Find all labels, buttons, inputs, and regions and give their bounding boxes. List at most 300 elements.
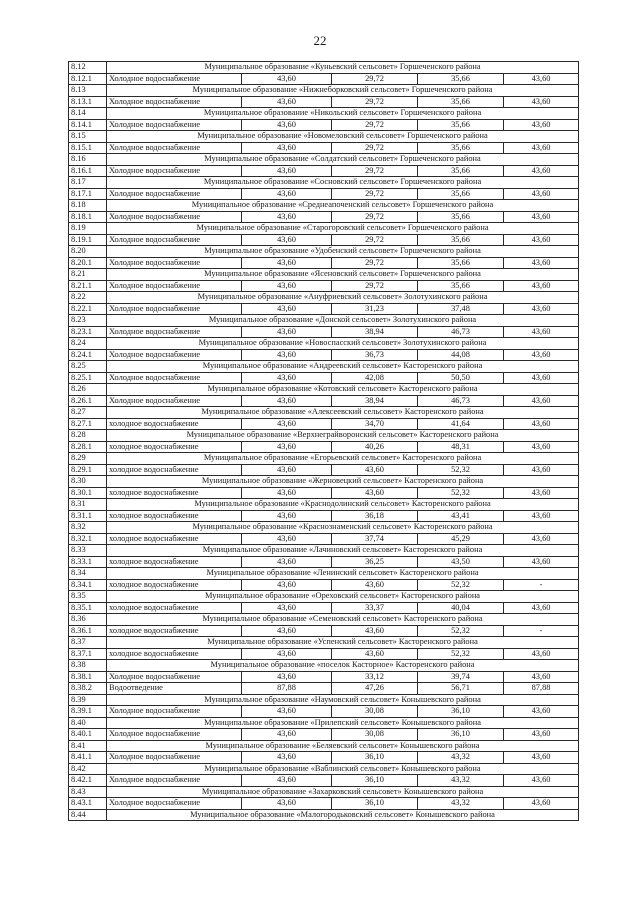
service-name: Холодное водоснабжение [107, 326, 242, 338]
service-name: Холодное водоснабжение [107, 671, 242, 683]
service-name: Холодное водоснабжение [107, 73, 242, 85]
tariff-value-3: 43,41 [418, 510, 504, 522]
row-number: 8.19 [69, 223, 107, 235]
municipality-header-row [69, 637, 579, 649]
tariff-value-3: 46,73 [418, 326, 504, 338]
municipality-name: Муниципальное образование «Донской сельсовет» Золотухинского района [107, 315, 579, 327]
tariff-value-3: 56,71 [418, 683, 504, 695]
municipality-header-row [69, 786, 579, 798]
municipality-header-row [69, 763, 579, 775]
service-name: Водоотведение [107, 683, 242, 695]
municipality-name: Муниципальное образование «Алексеевский сельсовет» Касторенского района [107, 407, 579, 419]
row-number: 8.25 [69, 361, 107, 373]
service-name: Холодное водоснабжение [107, 303, 242, 315]
tariff-value-2: 36,10 [332, 798, 418, 810]
tariff-row [69, 257, 579, 269]
tariff-value-2: 33,12 [332, 671, 418, 683]
tariff-value-2: 30,08 [332, 729, 418, 741]
row-number: 8.30.1 [69, 487, 107, 499]
row-number: 8.17.1 [69, 188, 107, 200]
row-number: 8.14.1 [69, 119, 107, 131]
row-number: 8.18 [69, 200, 107, 212]
service-name: холодное водоснабжение [107, 418, 242, 430]
tariff-value-4: 43,60 [504, 441, 579, 453]
row-number: 8.17 [69, 177, 107, 189]
municipality-header-row [69, 223, 579, 235]
municipality-header-row [69, 384, 579, 396]
municipality-header-row [69, 200, 579, 212]
tariff-value-4: 43,60 [504, 533, 579, 545]
tariff-value-1: 43,60 [242, 280, 332, 292]
tariff-value-3: 36,10 [418, 729, 504, 741]
municipality-name: Муниципальное образование «Успенский сельсовет» Касторенского района [107, 637, 579, 649]
municipality-name: Муниципальное образование «Верхнеграйворонский сельсовет» Касторенского района [107, 430, 579, 442]
tariff-row [69, 395, 579, 407]
tariff-value-1: 43,60 [242, 579, 332, 591]
tariff-row [69, 556, 579, 568]
tariff-value-1: 43,60 [242, 326, 332, 338]
tariff-value-2: 38,94 [332, 326, 418, 338]
tariff-value-4: 43,60 [504, 706, 579, 718]
tariff-value-3: 35,66 [418, 96, 504, 108]
tariff-value-2: 29,72 [332, 188, 418, 200]
tariff-value-2: 43,60 [332, 648, 418, 660]
row-number: 8.12.1 [69, 73, 107, 85]
row-number: 8.39 [69, 694, 107, 706]
municipality-header-row [69, 476, 579, 488]
tariff-row [69, 326, 579, 338]
row-number: 8.38 [69, 660, 107, 672]
tariff-value-1: 43,60 [242, 729, 332, 741]
row-number: 8.29.1 [69, 464, 107, 476]
service-name: Холодное водоснабжение [107, 706, 242, 718]
municipality-name: Муниципальное образование «Малогородьковский сельсовет» Конышевского района [107, 809, 579, 821]
row-number: 8.20.1 [69, 257, 107, 269]
municipality-header-row [69, 717, 579, 729]
tariff-value-2: 29,72 [332, 165, 418, 177]
service-name: Холодное водоснабжение [107, 775, 242, 787]
row-number: 8.28.1 [69, 441, 107, 453]
municipality-header-row [69, 269, 579, 281]
row-number: 8.41.1 [69, 752, 107, 764]
row-number: 8.34 [69, 568, 107, 580]
row-number: 8.22 [69, 292, 107, 304]
service-name: Холодное водоснабжение [107, 165, 242, 177]
service-name: холодное водоснабжение [107, 533, 242, 545]
tariff-value-3: 43,32 [418, 798, 504, 810]
tariff-value-1: 43,60 [242, 188, 332, 200]
service-name: холодное водоснабжение [107, 510, 242, 522]
municipality-header-row [69, 660, 579, 672]
tariff-value-2: 29,72 [332, 234, 418, 246]
row-number: 8.15 [69, 131, 107, 143]
tariff-value-2: 36,18 [332, 510, 418, 522]
municipality-header-row [69, 740, 579, 752]
municipality-header-row [69, 292, 579, 304]
row-number: 8.16 [69, 154, 107, 166]
tariff-row [69, 683, 579, 695]
service-name: Холодное водоснабжение [107, 729, 242, 741]
tariff-row [69, 579, 579, 591]
municipality-header-row [69, 545, 579, 557]
tariff-value-2: 42,08 [332, 372, 418, 384]
tariff-value-3: 37,48 [418, 303, 504, 315]
municipality-name: Муниципальное образование «Среднеапоченский сельсовет» Горшеченского района [107, 200, 579, 212]
tariff-value-2: 29,72 [332, 96, 418, 108]
municipality-name: Муниципальное образование «Куньевский сельсовет» Горшеченского района [107, 62, 579, 74]
service-name: холодное водоснабжение [107, 556, 242, 568]
tariff-value-2: 34,70 [332, 418, 418, 430]
service-name: Холодное водоснабжение [107, 280, 242, 292]
row-number: 8.24.1 [69, 349, 107, 361]
tariff-value-2: 36,10 [332, 775, 418, 787]
tariff-row [69, 602, 579, 614]
row-number: 8.42 [69, 763, 107, 775]
municipality-name: Муниципальное образование «Ануфриевский сельсовет» Золотухинского района [107, 292, 579, 304]
row-number: 8.41 [69, 740, 107, 752]
tariff-table [68, 61, 579, 821]
municipality-name: Муниципальное образование «Ваблинский сельсовет» Конышевского района [107, 763, 579, 775]
tariff-row [69, 775, 579, 787]
municipality-name: Муниципальное образование «Новомеловский сельсовет» Горшеченского района [107, 131, 579, 143]
tariff-value-1: 43,60 [242, 752, 332, 764]
tariff-value-4: 43,60 [504, 142, 579, 154]
tariff-value-1: 43,60 [242, 487, 332, 499]
tariff-value-1: 43,60 [242, 671, 332, 683]
tariff-row [69, 234, 579, 246]
row-number: 8.14 [69, 108, 107, 120]
tariff-value-2: 30,08 [332, 706, 418, 718]
tariff-value-1: 43,60 [242, 798, 332, 810]
tariff-value-1: 43,60 [242, 510, 332, 522]
row-number: 8.32.1 [69, 533, 107, 545]
tariff-value-1: 43,60 [242, 533, 332, 545]
municipality-header-row [69, 591, 579, 603]
row-number: 8.38.1 [69, 671, 107, 683]
row-number: 8.28 [69, 430, 107, 442]
tariff-value-4: 43,60 [504, 326, 579, 338]
tariff-value-4: 87,88 [504, 683, 579, 695]
tariff-row [69, 211, 579, 223]
tariff-value-2: 40,26 [332, 441, 418, 453]
tariff-value-1: 43,60 [242, 464, 332, 476]
tariff-value-1: 43,60 [242, 648, 332, 660]
service-name: Холодное водоснабжение [107, 372, 242, 384]
tariff-value-1: 43,60 [242, 165, 332, 177]
row-number: 8.15.1 [69, 142, 107, 154]
tariff-table-body [69, 62, 579, 821]
service-name: Холодное водоснабжение [107, 96, 242, 108]
row-number: 8.19.1 [69, 234, 107, 246]
service-name: Холодное водоснабжение [107, 211, 242, 223]
tariff-value-2: 36,73 [332, 349, 418, 361]
tariff-value-2: 36,10 [332, 752, 418, 764]
row-number: 8.42.1 [69, 775, 107, 787]
municipality-name: Муниципальное образование «поселок Касторное» Касторенского района [107, 660, 579, 672]
tariff-value-4: 43,60 [504, 96, 579, 108]
service-name: Холодное водоснабжение [107, 395, 242, 407]
municipality-name: Муниципальное образование «Ясеновский сельсовет» Горшеченского района [107, 269, 579, 281]
municipality-name: Муниципальное образование «Солдатский сельсовет» Горшеченского района [107, 154, 579, 166]
row-number: 8.33.1 [69, 556, 107, 568]
municipality-header-row [69, 522, 579, 534]
municipality-header-row [69, 131, 579, 143]
row-number: 8.20 [69, 246, 107, 258]
tariff-value-2: 31,23 [332, 303, 418, 315]
tariff-value-3: 35,66 [418, 280, 504, 292]
tariff-value-3: 43,32 [418, 752, 504, 764]
municipality-header-row [69, 338, 579, 350]
tariff-row [69, 510, 579, 522]
tariff-value-4: 43,60 [504, 487, 579, 499]
municipality-name: Муниципальное образование «Котовский сельсовет» Касторенского района [107, 384, 579, 396]
tariff-value-3: 50,50 [418, 372, 504, 384]
tariff-value-2: 29,72 [332, 142, 418, 154]
row-number: 8.43 [69, 786, 107, 798]
row-number: 8.40.1 [69, 729, 107, 741]
municipality-header-row [69, 568, 579, 580]
municipality-name: Муниципальное образование «Лачиновский сельсовет» Касторенского района [107, 545, 579, 557]
tariff-row [69, 625, 579, 637]
tariff-value-3: 52,32 [418, 648, 504, 660]
tariff-value-4: 43,60 [504, 73, 579, 85]
tariff-row [69, 349, 579, 361]
row-number: 8.12 [69, 62, 107, 74]
municipality-header-row [69, 430, 579, 442]
tariff-value-3: 35,66 [418, 211, 504, 223]
municipality-name: Муниципальное образование «Сосновский сельсовет» Горшеченского района [107, 177, 579, 189]
municipality-header-row [69, 361, 579, 373]
tariff-row [69, 648, 579, 660]
row-number: 8.36.1 [69, 625, 107, 637]
tariff-value-1: 43,60 [242, 211, 332, 223]
tariff-value-2: 47,26 [332, 683, 418, 695]
row-number: 8.13 [69, 85, 107, 97]
row-number: 8.29 [69, 453, 107, 465]
service-name: Холодное водоснабжение [107, 119, 242, 131]
row-number: 8.18.1 [69, 211, 107, 223]
row-number: 8.25.1 [69, 372, 107, 384]
tariff-value-2: 29,72 [332, 73, 418, 85]
tariff-value-2: 37,74 [332, 533, 418, 545]
row-number: 8.16.1 [69, 165, 107, 177]
tariff-value-1: 43,60 [242, 234, 332, 246]
tariff-value-3: 35,66 [418, 257, 504, 269]
municipality-name: Муниципальное образование «Нижнеборковский сельсовет» Горшеченского района [107, 85, 579, 97]
tariff-value-1: 43,60 [242, 372, 332, 384]
tariff-row [69, 729, 579, 741]
tariff-value-4: 43,60 [504, 372, 579, 384]
tariff-row [69, 142, 579, 154]
row-number: 8.13.1 [69, 96, 107, 108]
municipality-header-row [69, 154, 579, 166]
tariff-value-3: 48,31 [418, 441, 504, 453]
municipality-header-row [69, 407, 579, 419]
row-number: 8.33 [69, 545, 107, 557]
municipality-name: Муниципальное образование «Наумовский сельсовет» Конышевского района [107, 694, 579, 706]
tariff-value-3: 52,32 [418, 579, 504, 591]
municipality-header-row [69, 62, 579, 74]
tariff-value-2: 38,94 [332, 395, 418, 407]
service-name: Холодное водоснабжение [107, 234, 242, 246]
row-number: 8.22.1 [69, 303, 107, 315]
municipality-header-row [69, 499, 579, 511]
municipality-name: Муниципальное образование «Удобенский сельсовет» Горшеченского района [107, 246, 579, 258]
service-name: холодное водоснабжение [107, 487, 242, 499]
tariff-value-4: 43,60 [504, 395, 579, 407]
tariff-value-1: 43,60 [242, 418, 332, 430]
tariff-row [69, 165, 579, 177]
tariff-value-4: 43,60 [504, 280, 579, 292]
row-number: 8.37.1 [69, 648, 107, 660]
tariff-row [69, 752, 579, 764]
row-number: 8.31 [69, 499, 107, 511]
tariff-value-1: 43,60 [242, 303, 332, 315]
row-number: 8.21.1 [69, 280, 107, 292]
municipality-header-row [69, 246, 579, 258]
tariff-value-3: 35,66 [418, 188, 504, 200]
tariff-row [69, 372, 579, 384]
municipality-name: Муниципальное образование «Ореховский сельсовет» Касторенского района [107, 591, 579, 603]
tariff-value-4: - [504, 579, 579, 591]
row-number: 8.35 [69, 591, 107, 603]
municipality-name: Муниципальное образование «Ленинский сельсовет» Касторенского района [107, 568, 579, 580]
tariff-value-1: 43,60 [242, 706, 332, 718]
tariff-value-1: 43,60 [242, 96, 332, 108]
tariff-value-4: 43,60 [504, 510, 579, 522]
tariff-value-2: 29,72 [332, 119, 418, 131]
service-name: холодное водоснабжение [107, 579, 242, 591]
tariff-value-2: 43,60 [332, 579, 418, 591]
tariff-value-1: 43,60 [242, 775, 332, 787]
municipality-header-row [69, 614, 579, 626]
municipality-name: Муниципальное образование «Захарковский сельсовет» Конышевского района [107, 786, 579, 798]
row-number: 8.38.2 [69, 683, 107, 695]
municipality-name: Муниципальное образование «Новоспасский сельсовет» Золотухинского района [107, 338, 579, 350]
service-name: холодное водоснабжение [107, 602, 242, 614]
tariff-row [69, 533, 579, 545]
row-number: 8.24 [69, 338, 107, 350]
page-number: 22 [313, 33, 327, 48]
service-name: Холодное водоснабжение [107, 188, 242, 200]
tariff-value-3: 35,66 [418, 119, 504, 131]
tariff-value-1: 43,60 [242, 395, 332, 407]
row-number: 8.27.1 [69, 418, 107, 430]
service-name: Холодное водоснабжение [107, 257, 242, 269]
service-name: холодное водоснабжение [107, 625, 242, 637]
tariff-row [69, 671, 579, 683]
row-number: 8.32 [69, 522, 107, 534]
tariff-row [69, 303, 579, 315]
row-number: 8.43.1 [69, 798, 107, 810]
tariff-value-4: 43,60 [504, 119, 579, 131]
row-number: 8.26 [69, 384, 107, 396]
municipality-name: Муниципальное образование «Прилепский сельсовет» Конышевского района [107, 717, 579, 729]
tariff-row [69, 798, 579, 810]
tariff-value-3: 52,32 [418, 464, 504, 476]
tariff-value-1: 43,60 [242, 257, 332, 269]
row-number: 8.26.1 [69, 395, 107, 407]
tariff-value-4: 43,60 [504, 234, 579, 246]
tariff-value-3: 52,32 [418, 487, 504, 499]
tariff-value-1: 43,60 [242, 73, 332, 85]
municipality-name: Муниципальное образование «Никольский сельсовет» Горшеченского района [107, 108, 579, 120]
service-name: холодное водоснабжение [107, 464, 242, 476]
municipality-header-row [69, 85, 579, 97]
service-name: холодное водоснабжение [107, 648, 242, 660]
tariff-row [69, 119, 579, 131]
tariff-value-2: 43,60 [332, 487, 418, 499]
tariff-value-4: 43,60 [504, 303, 579, 315]
service-name: Холодное водоснабжение [107, 798, 242, 810]
row-number: 8.21 [69, 269, 107, 281]
tariff-value-3: 43,32 [418, 775, 504, 787]
tariff-row [69, 73, 579, 85]
municipality-name: Муниципальное образование «Жерновецкий сельсовет» Касторенского района [107, 476, 579, 488]
tariff-value-1: 43,60 [242, 625, 332, 637]
tariff-value-3: 43,50 [418, 556, 504, 568]
tariff-value-1: 87,88 [242, 683, 332, 695]
municipality-header-row [69, 177, 579, 189]
tariff-value-3: 36,10 [418, 706, 504, 718]
tariff-value-4: 43,60 [504, 418, 579, 430]
tariff-value-3: 46,73 [418, 395, 504, 407]
tariff-value-3: 44,08 [418, 349, 504, 361]
municipality-name: Муниципальное образование «Егорьевский сельсовет» Касторенского района [107, 453, 579, 465]
tariff-value-3: 52,32 [418, 625, 504, 637]
row-number: 8.35.1 [69, 602, 107, 614]
tariff-value-1: 43,60 [242, 602, 332, 614]
municipality-name: Муниципальное образование «Старогоровский сельсовет» Горшеченского района [107, 223, 579, 235]
tariff-value-4: 43,60 [504, 798, 579, 810]
row-number: 8.37 [69, 637, 107, 649]
row-number: 8.34.1 [69, 579, 107, 591]
tariff-value-1: 43,60 [242, 349, 332, 361]
service-name: холодное водоснабжение [107, 441, 242, 453]
tariff-value-2: 43,60 [332, 464, 418, 476]
tariff-value-2: 36,25 [332, 556, 418, 568]
tariff-value-4: 43,60 [504, 671, 579, 683]
tariff-row [69, 464, 579, 476]
tariff-value-4: 43,60 [504, 464, 579, 476]
tariff-row [69, 487, 579, 499]
municipality-header-row [69, 453, 579, 465]
tariff-value-3: 35,66 [418, 73, 504, 85]
tariff-row [69, 441, 579, 453]
municipality-header-row [69, 809, 579, 821]
tariff-row [69, 280, 579, 292]
row-number: 8.23.1 [69, 326, 107, 338]
tariff-value-4: 43,60 [504, 648, 579, 660]
tariff-value-4: 43,60 [504, 349, 579, 361]
service-name: Холодное водоснабжение [107, 142, 242, 154]
tariff-value-4: - [504, 625, 579, 637]
tariff-value-2: 29,72 [332, 211, 418, 223]
tariff-value-3: 40,04 [418, 602, 504, 614]
tariff-value-3: 35,66 [418, 234, 504, 246]
row-number: 8.31.1 [69, 510, 107, 522]
municipality-name: Муниципальное образование «Беляевский сельсовет» Конышевского района [107, 740, 579, 752]
tariff-value-2: 43,60 [332, 625, 418, 637]
municipality-header-row [69, 315, 579, 327]
tariff-row [69, 96, 579, 108]
municipality-header-row [69, 108, 579, 120]
municipality-name: Муниципальное образование «Краснознаменский сельсовет» Касторенского района [107, 522, 579, 534]
municipality-header-row [69, 694, 579, 706]
tariff-value-4: 43,60 [504, 752, 579, 764]
row-number: 8.40 [69, 717, 107, 729]
tariff-value-1: 43,60 [242, 556, 332, 568]
